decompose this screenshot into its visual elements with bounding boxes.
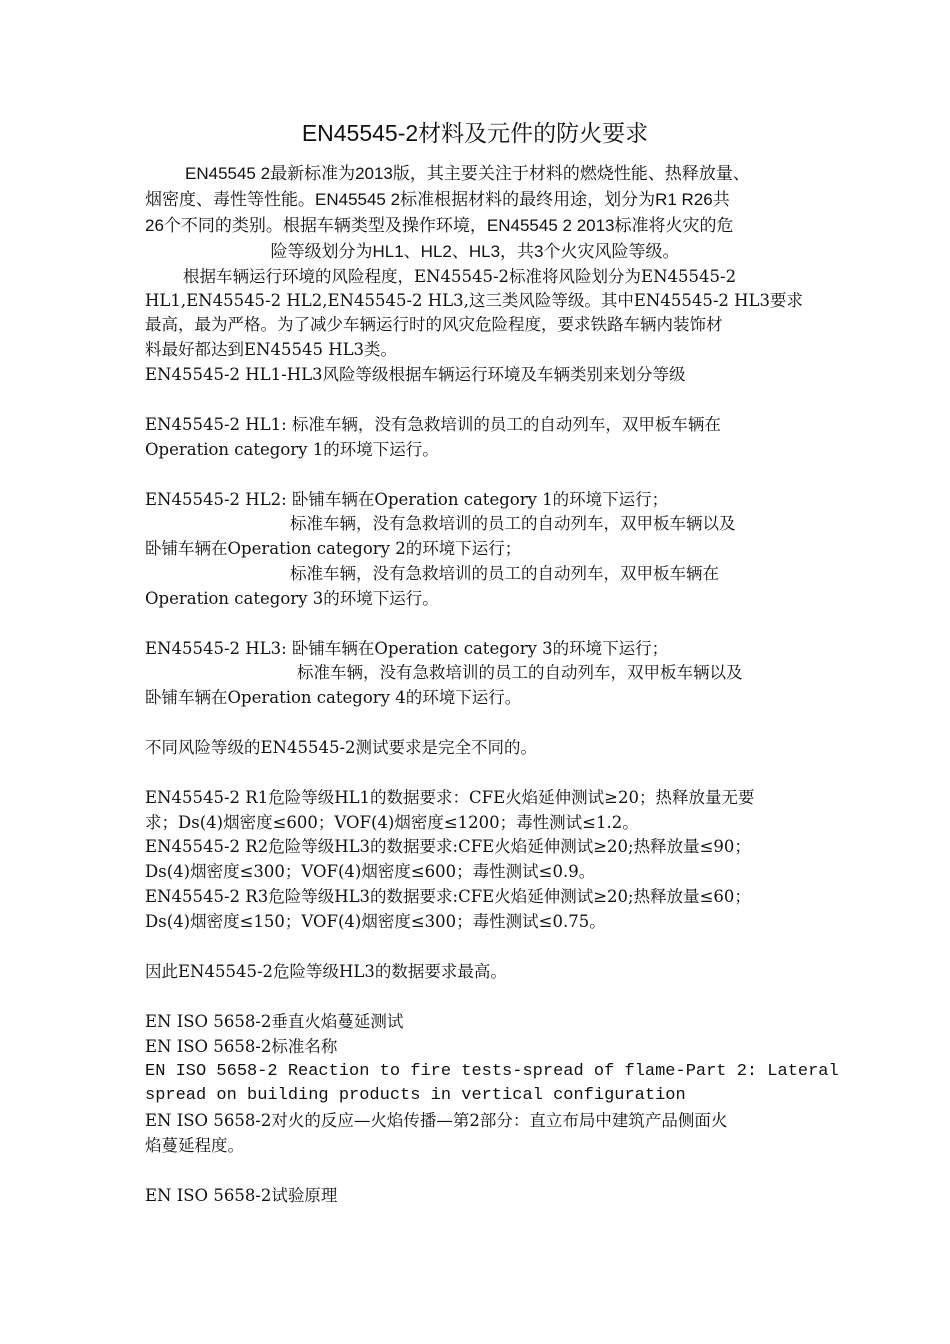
text-line: 求；Ds(4)烟密度≤600；VOF(4)烟密度≤1200；毒性测试≤1.2。	[145, 813, 639, 832]
text-line: 根据车辆运行环境的风险程度，EN45545-2标准将风险划分为EN45545-2	[183, 267, 737, 286]
text-line: EN ISO 5658-2试验原理	[145, 1186, 338, 1205]
text-line: EN45545-2 HL3: 卧铺车辆在Operation category 3的环境下运行；	[145, 639, 669, 658]
text-line: Operation category 3的环境下运行。	[145, 589, 439, 608]
text-line: 最高，最为严格。为了减少车辆运行时的风灾危险程度，要求铁路车辆内装饰材	[145, 315, 723, 334]
text-line: 卧铺车辆在Operation category 2的环境下运行；	[145, 539, 522, 558]
text-line: 标准车辆，没有急救培训的员工的自动列车，双甲板车辆以及	[297, 663, 743, 682]
text-line: EN ISO 5658-2 Reaction to fire tests-spread of flame-Part 2: Lateral	[145, 1062, 839, 1081]
text-line: spread on building products in vertical configuration	[145, 1086, 686, 1105]
text-line: 烟密度、毒性等性能。EN45545 2标准根据材料的最终用途，划分为R1 R26共	[145, 190, 730, 209]
text-line: EN45545-2 R1危险等级HL1的数据要求：CFE火焰延伸测试≥20；热释放量无要	[145, 788, 755, 807]
text-line: EN45545-2 R3危险等级HL3的数据要求:CFE火焰延伸测试≥20;热释放量≤60；	[145, 887, 751, 906]
text-line: EN ISO 5658-2垂直火焰蔓延测试	[145, 1012, 404, 1031]
text-line: EN ISO 5658-2对火的反应—火焰传播—第2部分：直立布局中建筑产品侧面火	[145, 1111, 728, 1130]
text-line: EN45545-2 HL1: 标准车辆，没有急救培训的员工的自动列车，双甲板车辆在	[145, 415, 721, 434]
text-line: 26个不同的类别。根据车辆类型及操作环境，EN45545 2 2013标准将火灾的危	[145, 216, 734, 235]
text-line: 料最好都达到EN45545 HL3类。	[145, 340, 398, 359]
text-line: 卧铺车辆在Operation category 4的环境下运行。	[145, 688, 522, 707]
text-line: HL1,EN45545-2 HL2,EN45545-2 HL3,这三类风险等级。其中EN45545-2 HL3要求	[145, 291, 803, 310]
document-title: EN45545-2材料及元件的防火要求	[301, 120, 649, 146]
text-line: 因此EN45545-2危险等级HL3的数据要求最高。	[145, 962, 507, 981]
text-line: EN45545-2 R2危险等级HL3的数据要求:CFE火焰延伸测试≥20;热释放量≤90；	[145, 837, 751, 856]
text-line: Ds(4)烟密度≤300；VOF(4)烟密度≤600；毒性测试≤0.9。	[145, 862, 596, 881]
text-line: EN45545 2最新标准为2013版，其主要关注于材料的燃烧性能、热释放量、	[185, 164, 750, 183]
text-line: 不同风险等级的EN45545-2测试要求是完全不同的。	[145, 738, 538, 757]
text-line: 焰蔓延程度。	[145, 1136, 244, 1155]
text-line: Operation category 1的环境下运行。	[145, 440, 439, 459]
text-line: EN ISO 5658-2标准名称	[145, 1037, 338, 1056]
text-line: 标准车辆，没有急救培训的员工的自动列车，双甲板车辆以及	[290, 514, 736, 533]
text-line: Ds(4)烟密度≤150；VOF(4)烟密度≤300；毒性测试≤0.75。	[145, 912, 606, 931]
text-line: EN45545-2 HL2: 卧铺车辆在Operation category 1的环境下运行；	[145, 490, 669, 509]
text-line: 险等级划分为HL1、HL2、HL3，共3个火灾风险等级。	[270, 242, 680, 261]
text-line: 标准车辆，没有急救培训的员工的自动列车，双甲板车辆在	[290, 564, 719, 583]
text-line: EN45545-2 HL1-HL3风险等级根据车辆运行环境及车辆类别来划分等级	[145, 365, 686, 384]
